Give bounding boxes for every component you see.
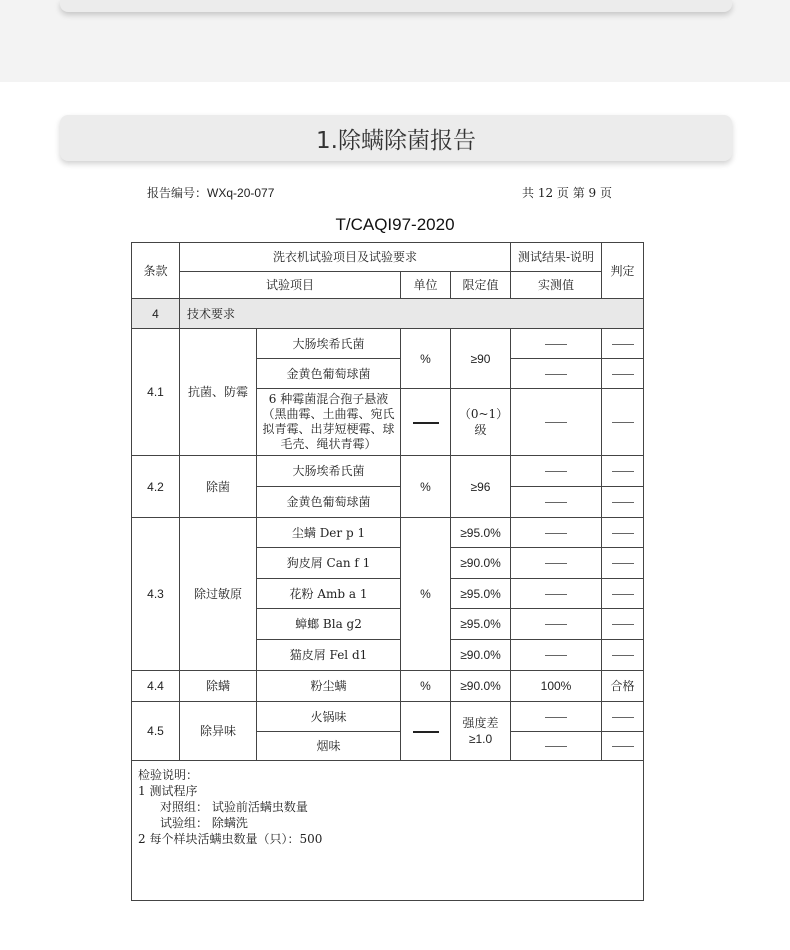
header-group: 洗衣机试验项目及试验要求	[180, 243, 511, 272]
tech-label: 技术要求	[180, 299, 644, 329]
limit-cell: ≥95.0%	[451, 518, 511, 548]
measured-cell	[511, 389, 602, 456]
judgement-cell	[602, 609, 644, 640]
table-row	[132, 518, 644, 548]
measured-cell	[511, 609, 602, 640]
judgement-cell	[602, 640, 644, 671]
clause-4-3: 4.3	[132, 518, 180, 671]
measured-cell	[511, 579, 602, 609]
header-clause: 条款	[132, 243, 180, 299]
dash-mark	[612, 746, 634, 747]
measured-4-4: 100%	[511, 671, 602, 702]
item-cell-mold: 6 种霉菌混合孢子悬液（黑曲霉、土曲霉、宛氏拟青霉、出芽短梗霉、球毛壳、绳状青霉）	[257, 389, 401, 456]
notes-row	[132, 761, 644, 901]
measured-cell	[511, 702, 602, 732]
unit-none	[401, 389, 451, 456]
judgement-cell	[602, 518, 644, 548]
dash-mark	[545, 502, 567, 503]
limit-4-5	[451, 702, 511, 761]
table-row	[132, 702, 644, 732]
table-row	[132, 329, 644, 359]
header-judgement: 判定	[602, 243, 644, 299]
limit-4-5-line1: 强度差	[462, 716, 499, 730]
inspection-notes	[132, 761, 644, 901]
measured-cell	[511, 548, 602, 579]
section-title-bar	[60, 115, 732, 161]
category-4-4: 除螨	[180, 671, 257, 702]
category-4-3: 除过敏原	[180, 518, 257, 671]
table-header-row	[132, 243, 644, 272]
notes-control: 对照组： 试验前活螨虫数量	[160, 800, 308, 814]
notes-test: 试验组： 除螨洗	[160, 816, 248, 830]
limit-4-2: ≥96	[451, 456, 511, 518]
item-cell: 花粉 Amb a 1	[257, 579, 401, 609]
notes-line-1: 1 测试程序	[138, 784, 198, 798]
measured-cell	[511, 640, 602, 671]
dash-mark	[545, 422, 567, 423]
unit-4-2: %	[401, 456, 451, 518]
judgement-cell	[602, 579, 644, 609]
judgement-cell	[602, 487, 644, 518]
previous-card-edge	[60, 0, 732, 12]
report-number	[147, 184, 274, 201]
clause-4-4: 4.4	[132, 671, 180, 702]
header-measured: 实测值	[511, 272, 602, 299]
item-cell: 火锅味	[257, 702, 401, 732]
measured-cell	[511, 456, 602, 487]
item-cell: 尘螨 Der p 1	[257, 518, 401, 548]
dash-mark	[545, 624, 567, 625]
dash-mark	[612, 374, 634, 375]
header-test-result: 测试结果-说明	[511, 243, 602, 272]
clause-4-5: 4.5	[132, 702, 180, 761]
dash-mark	[612, 471, 634, 472]
report-number-value: WXq-20-077	[207, 186, 275, 200]
dash-mark	[545, 374, 567, 375]
dash-mark	[612, 422, 634, 423]
judgement-cell	[602, 702, 644, 732]
notes-heading: 检验说明：	[138, 768, 199, 782]
item-cell: 猫皮屑 Fel d1	[257, 640, 401, 671]
limit-cell: ≥95.0%	[451, 609, 511, 640]
tech-requirement-row	[132, 299, 644, 329]
category-4-5: 除异味	[180, 702, 257, 761]
table-row	[132, 456, 644, 487]
dash-mark	[612, 563, 634, 564]
dash-mark	[612, 502, 634, 503]
tech-clause: 4	[132, 299, 180, 329]
limit-4-1-grade: （0~1）级	[451, 389, 511, 456]
dash-mark	[413, 422, 439, 424]
dash-mark	[545, 594, 567, 595]
unit-none	[401, 702, 451, 761]
judgement-cell	[602, 732, 644, 761]
dash-mark	[545, 563, 567, 564]
dash-mark	[612, 655, 634, 656]
item-cell: 金黄色葡萄球菌	[257, 487, 401, 518]
unit-4-4: %	[401, 671, 451, 702]
measured-cell	[511, 518, 602, 548]
clause-4-2: 4.2	[132, 456, 180, 518]
report-number-label: 报告编号：	[147, 186, 208, 200]
unit-4-3: %	[401, 518, 451, 671]
limit-4-5-line2: ≥1.0	[468, 732, 493, 746]
dash-mark	[413, 731, 439, 733]
clause-4-1: 4.1	[132, 329, 180, 456]
dash-mark	[612, 594, 634, 595]
notes-line-2: 2 每个样块活螨虫数量（只）：500	[138, 832, 323, 846]
item-cell: 烟味	[257, 732, 401, 761]
limit-cell: ≥90.0%	[451, 640, 511, 671]
table-subheader-row	[132, 272, 644, 299]
limit-cell: ≥90.0%	[451, 548, 511, 579]
measured-cell	[511, 732, 602, 761]
unit-4-1: %	[401, 329, 451, 389]
header-limit: 限定值	[451, 272, 511, 299]
judgement-cell	[602, 389, 644, 456]
limit-4-4: ≥90.0%	[451, 671, 511, 702]
category-4-2: 除菌	[180, 456, 257, 518]
category-4-1: 抗菌、防霉	[180, 329, 257, 456]
top-band	[0, 0, 790, 82]
table-row	[132, 671, 644, 702]
item-cell: 大肠埃希氏菌	[257, 456, 401, 487]
item-cell: 粉尘螨	[257, 671, 401, 702]
dash-mark	[612, 717, 634, 718]
header-item: 试验项目	[180, 272, 401, 299]
dash-mark	[612, 344, 634, 345]
dash-mark	[545, 533, 567, 534]
limit-4-1: ≥90	[451, 329, 511, 389]
report-pagination: 共 12 页 第 9 页	[522, 186, 612, 200]
dash-mark	[545, 344, 567, 345]
dash-mark	[545, 655, 567, 656]
judgement-4-4: 合格	[602, 671, 644, 702]
measured-cell	[511, 359, 602, 389]
limit-cell: ≥95.0%	[451, 579, 511, 609]
item-cell: 狗皮屑 Can f 1	[257, 548, 401, 579]
item-cell: 蟑螂 Bla g2	[257, 609, 401, 640]
dash-mark	[545, 746, 567, 747]
judgement-cell	[602, 456, 644, 487]
dash-mark	[612, 624, 634, 625]
judgement-cell	[602, 359, 644, 389]
judgement-cell	[602, 548, 644, 579]
test-report-table	[131, 242, 644, 901]
measured-cell	[511, 329, 602, 359]
page-title: 1.除螨除菌报告	[316, 127, 476, 154]
dash-mark	[612, 533, 634, 534]
header-unit: 单位	[401, 272, 451, 299]
item-cell: 金黄色葡萄球菌	[257, 359, 401, 389]
dash-mark	[545, 717, 567, 718]
measured-cell	[511, 487, 602, 518]
item-cell: 大肠埃希氏菌	[257, 329, 401, 359]
dash-mark	[545, 471, 567, 472]
standard-code: T/CAQI97-2020	[335, 215, 455, 234]
judgement-cell	[602, 329, 644, 359]
